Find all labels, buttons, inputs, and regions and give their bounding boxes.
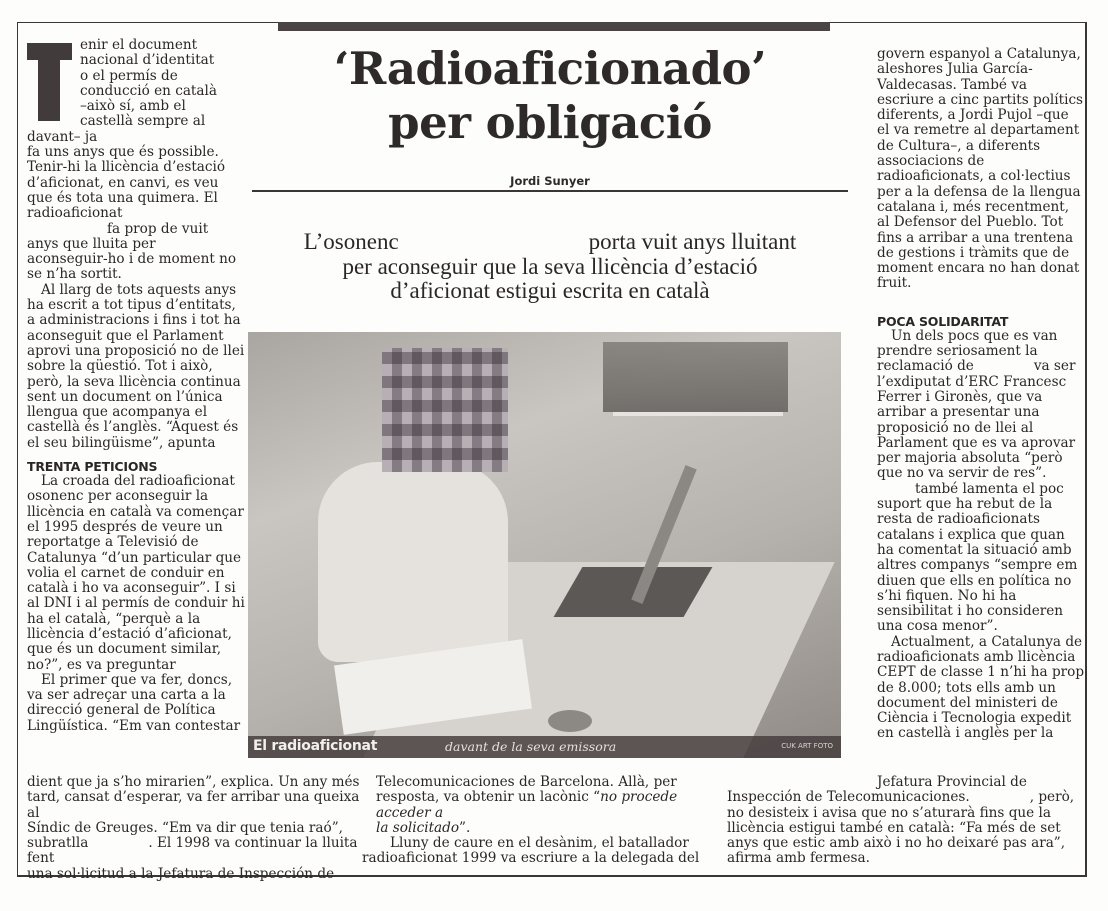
column-2 [362,774,711,867]
column-3 [877,47,1085,742]
header-bar [278,22,830,31]
column-3-continued [727,775,1077,867]
paragraph-8: Un dels pocs que es van prendre seriosament la reclamació de va ser l’exdiputat d’ERC Francesc Ferrer i Gironès, que va arribar a presentar una proposició no de llei al Parlament que es va aprovar per majoria absoluta “però que no va servir de res”. també lamenta el poc suport que ha rebut de la resta de radioaficionats catalans i explica que quan ha comentat la situació amb altres companys “sempre em diuen que ells en política no s’hi fiquen. No hi ha sensibilitat i ho consideren una cosa menor”. [877,327,1078,635]
paragraph-7: govern espanyol a Catalunya, aleshores Julia García-Valdecasas. També va escriure a cinc partits polítics diferents, a Jordi Pujol –que el va remetre al departament de Cultura–, a diferents associacions de radioaficionats, a col·lectius per a la defensa de la llengua catalana i, més recentment, al Defensor del Pueblo. Tot fins a arribar a una trentena de gestions i tràmits que de moment encara no han donat fruit. [877,46,1084,292]
byline: Jordi Sunyer [510,174,590,188]
paragraph-2: Al llarg de tots aquests anys ha escrit a tot tipus d’entitats, a administracions i fins i tot ha aconseguit que el Parlament aprovi una proposició no de llei sobre la qüestió. Tot i això, però, la seva llicència continua sent un document on l’única llengua que acompanya el castellà és l’anglès. “Aquest és el seu bilingüisme”, apunta [27,281,245,451]
paragraph-3: La croada del radioaficionat osonenc per aconseguir la llicència en català va començar el 1995 després de veure un reportatge a Televisió de Catalunya “d’un particular que volia el carnet de conduir en català i ho va aconseguir”. I si al DNI i al permís de conduir hi ha el català, “perquè a la llicència d’estació d’aficionat, que és un document similar, no?”, es va preguntar [27,473,245,673]
subhead-part-2: porta vuit anys lluitant [588,229,797,254]
subhead-line-2: per aconseguir que la seva llicència d’estació [342,253,758,279]
section-heading-poca-solidaritat: POCA SOLIDARITAT [877,313,1009,329]
person-figure [318,462,508,662]
subhead-part-1: L’osonenc [303,229,399,254]
section-heading-trenta-peticions: TRENTA PETICIONS [27,459,158,475]
paragraph-9: Actualment, a Catalunya de radioaficionats amb llicència CEPT de classe 1 n’hi ha prop de 8.000; tots ells amb un document del ministeri de Ciència i Tecnologia expedit en castellà i anglès per la [877,633,1085,742]
computer-mouse [548,710,592,732]
paragraph-6: Lluny de caure en el desànim, el batallador radioaficionat 1999 va escriure a la delegada del [362,835,700,867]
paragraph-4-continued: dient que ja s’ho mirarien”, explica. Un any més tard, cansat d’esperar, va fer arribar una queixa al Síndic de Greuges. “Em va dir que tenia raó”, subratlla . El 1998 va continuar la lluita fent una sol·licitud a la Jefatura de Inspección de [27,774,360,882]
subhead-line-3: d’aficionat estigui escrita en català [390,278,710,303]
radio-equipment [603,342,788,412]
subheadline [252,230,848,304]
paragraph-9-continued: Jefatura Provincial de Inspección de Telecomunicaciones. , però, no desisteix i avisa que no s’aturarà fins que la llicència estigui també en català: “Fa més de set anys que estic amb això i no ho deixaré pas ara”, afirma amb fermesa. [727,774,1075,867]
paragraph-intro: enir el document nacional d’identitat o el permís de conducció en català –això sí, amb el castellà sempre al davant– ja fa uns anys que és possible. Tenir-hi la llicència d’estació d’aficionat, en canvi, es veu que és tota una quimera. El radioaficionat fa prop de vuit anys que lluita per aconseguir-ho i de moment no se n’ha sortit. [27,37,237,283]
column-1-continued [27,775,362,882]
photo-credit: CUK ART FOTO [781,742,833,750]
headline-line-2: per obligació [388,96,712,149]
headline-rule [252,190,848,192]
pixelated-face [382,348,508,472]
headline [252,42,848,150]
column-1 [27,38,247,734]
paragraph-4: El primer que va fer, doncs, va ser adreçar una carta a la direcció general de Política Lingüística. “Em van contestar [27,671,241,734]
paragraph-5: Telecomunicaciones de Barcelona. Allà, per resposta, va obtenir un lacònic “no procede acceder a la solicitado”. [376,774,678,836]
photo-caption [248,736,841,758]
headline-line-1: ‘Radioaficionado’ [333,42,767,95]
article-photo [248,332,841,758]
caption-text: davant de la seva emissora [445,739,617,754]
caption-lead: El radioaficionat [253,738,378,754]
dropcap-t [27,43,72,121]
